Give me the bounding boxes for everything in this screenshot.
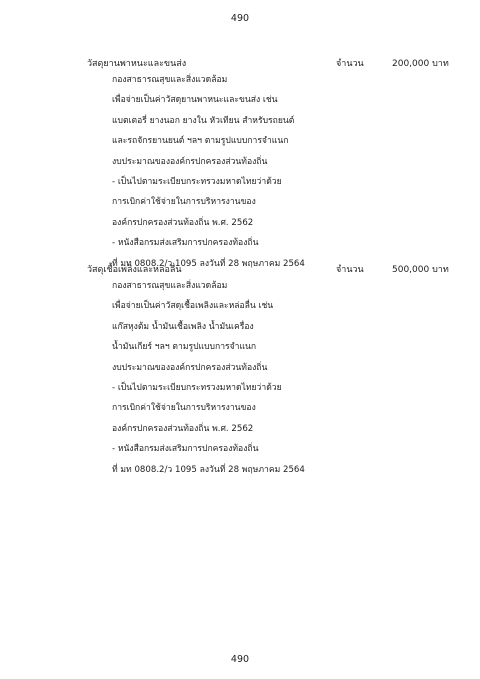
description-line: แก๊สหุงต้ม น้ำมันเชื้อเพลิง น้ำมันเครื่อง: [112, 321, 254, 332]
description-line: ที่ มท 0808.2/ว 1095 ลงวันที่ 28 พฤษภาคม 2564: [112, 464, 305, 475]
description-line: และรถจักรยานยนต์ ฯลฯ ตามรูปแบบการจำแนก: [112, 136, 289, 147]
description-line: องค์กรปกครองส่วนท้องถิ่น พ.ศ. 2562: [112, 217, 254, 228]
description-line: งบประมาณขององค์กรปกครองส่วนท้องถิ่น: [112, 156, 268, 167]
page-number-bottom: 490: [230, 654, 250, 665]
description-line: กองสาธารณสุขและสิ่งแวดล้อม: [112, 281, 228, 291]
item-title: วัสดุยานพาหนะและขนส่ง: [87, 59, 187, 69]
description-line: การเบิกค่าใช้จ่ายในการบริหารงานของ: [112, 197, 256, 208]
amount-value: 200,000 บาท: [392, 59, 449, 69]
description-line: เพื่อจ่ายเป็นค่าวัสดุเชื้อเพลิงและหล่อลื่น เช่น: [112, 301, 274, 312]
description-line: แบตเตอรี่ ยางนอก ยางใน หัวเทียน สำหรับรถยนต์: [112, 115, 295, 126]
description-line: น้ำมันเกียร์ ฯลฯ ตามรูปแบบการจำแนก: [112, 342, 257, 353]
quantity-label: จำนวน: [336, 265, 364, 275]
amount-value: 500,000 บาท: [392, 265, 449, 275]
item-title: วัสดุเชื้อเพลิงและหล่อลื่น: [87, 265, 182, 275]
item-header: [0, 50, 480, 70]
item-description: [0, 276, 480, 480]
description-line: - เป็นไปตามระเบียบกระทรวงมหาดไทยว่าด้วย: [112, 382, 282, 393]
description-line: - เป็นไปตามระเบียบกระทรวงมหาดไทยว่าด้วย: [112, 176, 282, 187]
description-line: องค์กรปกครองส่วนท้องถิ่น พ.ศ. 2562: [112, 423, 254, 434]
description-line: งบประมาณขององค์กรปกครองส่วนท้องถิ่น: [112, 362, 268, 373]
page-number-top: 490: [230, 13, 250, 24]
budget-item-fuel-lubricants: [0, 256, 480, 480]
item-description: [0, 70, 480, 274]
description-line: เพื่อจ่ายเป็นค่าวัสดุยานพาหนะและขนส่ง เช่น: [112, 95, 278, 106]
description-line: - หนังสือกรมส่งเสริมการปกครองท้องถิ่น: [112, 238, 259, 249]
description-line: - หนังสือกรมส่งเสริมการปกครองท้องถิ่น: [112, 444, 259, 455]
item-header: [0, 256, 480, 276]
description-line: ที่ มท 0808.2/ว 1095 ลงวันที่ 28 พฤษภาคม 2564: [112, 258, 305, 269]
description-line: กองสาธารณสุขและสิ่งแวดล้อม: [112, 75, 228, 85]
quantity-label: จำนวน: [336, 59, 364, 69]
budget-item-vehicle-supplies: [0, 50, 480, 274]
description-line: การเบิกค่าใช้จ่ายในการบริหารงานของ: [112, 403, 256, 414]
